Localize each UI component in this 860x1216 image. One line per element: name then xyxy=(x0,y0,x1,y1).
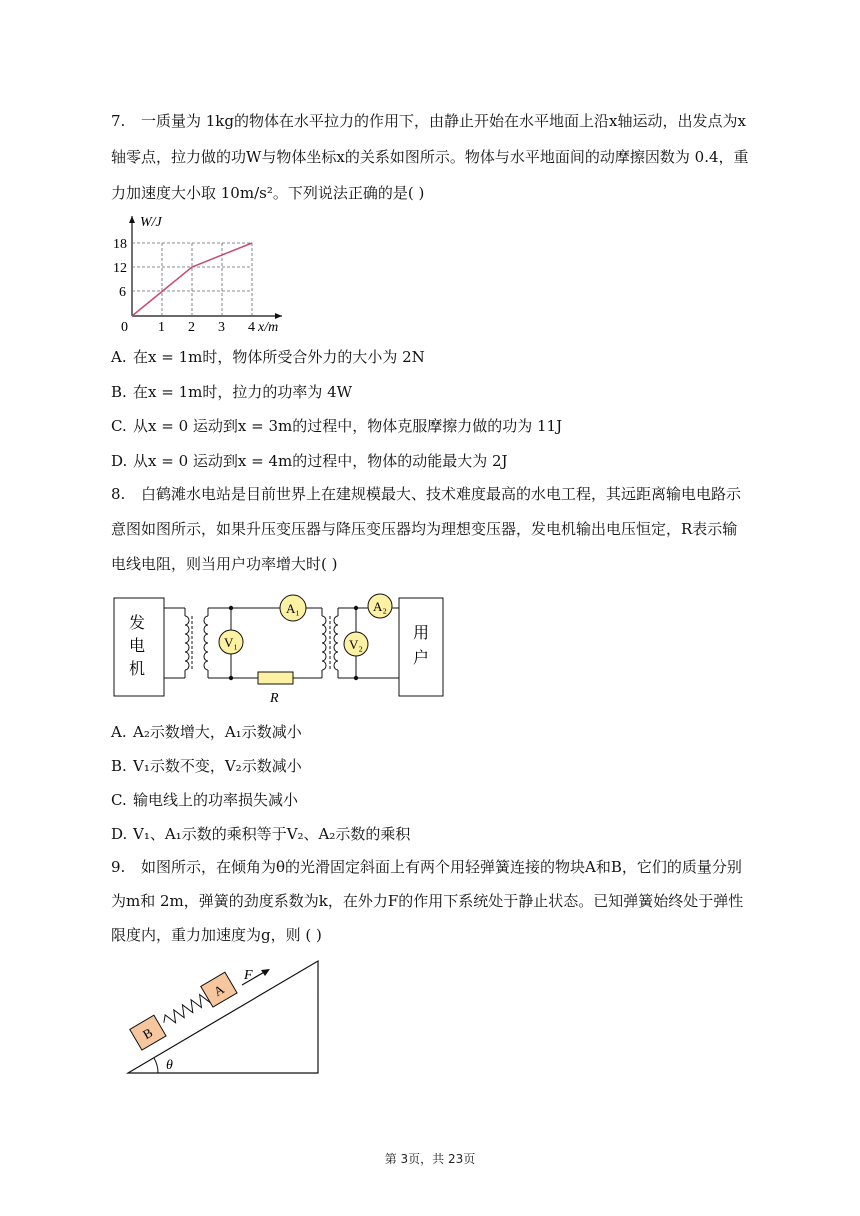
voltmeter-v1-label: V₁ xyxy=(224,635,238,650)
angle-label: θ xyxy=(166,1058,173,1073)
y-tick-label: 18 xyxy=(113,237,127,252)
y-axis-label: W/J xyxy=(140,215,162,230)
x-tick-label: 1 xyxy=(158,320,165,335)
question-9-line-2: 为m和 2m，弹簧的劲度系数为k，在外力F的作用下系统处于静止状态。已知弹簧始终处于弹性 xyxy=(111,892,744,910)
block-b-label: B xyxy=(140,1024,156,1043)
work-position-graph xyxy=(112,212,292,336)
page-footer: 第 3页，共 23页 xyxy=(384,1152,476,1166)
user-box xyxy=(399,598,443,696)
step-down-primary-coil xyxy=(322,616,326,670)
question-7-line-1: 7. 一质量为 1kg的物体在水平拉力的作用下，由静止开始在水平地面上沿x轴运动，出发点为x xyxy=(111,112,746,130)
x-tick-label: 3 xyxy=(218,320,225,335)
generator-label-char: 发 xyxy=(129,615,146,632)
option-d: D. V₁、A₁示数的乘积等于V₂、A₂示数的乘积 xyxy=(111,825,411,843)
generator-label-char: 电 xyxy=(129,638,146,655)
x-tick-label: 2 xyxy=(188,320,195,335)
question-7-line-2: 轴零点，拉力做的功W与物体坐标x的关系如图所示。物体与水平地面间的动摩擦因数为 0.4，重 xyxy=(111,148,749,166)
question-9-number: 9. xyxy=(111,858,126,876)
ammeter-a1-label: A₁ xyxy=(286,601,300,616)
angle-arc xyxy=(154,1058,158,1073)
y-axis-arrow xyxy=(129,216,135,223)
resistor-label: R xyxy=(270,691,279,706)
option-a: A. A₂示数增大，A₁示数减小 xyxy=(111,723,302,741)
question-8-line-3: 电线电阻，则当用户功率增大时( ) xyxy=(111,555,338,573)
question-8-line-1: 8. 白鹤滩水电站是目前世界上在建规模最大、技术难度最高的水电工程，其远距离输电电路示 xyxy=(111,485,742,503)
option-d: D. 从x = 0 运动到x = 4m的过程中，物体的动能最大为 2J xyxy=(111,452,508,470)
x-axis-arrow xyxy=(275,313,282,319)
question-8-line-2: 意图如图所示，如果升压变压器与降压变压器均为理想变压器，发电机输出电压恒定，R表示输 xyxy=(111,520,738,538)
user-label-char: 户 xyxy=(413,650,430,667)
option-b: B. V₁示数不变，V₂示数减小 xyxy=(111,757,302,775)
step-up-primary-coil xyxy=(185,616,189,670)
user-label-char: 用 xyxy=(413,625,430,642)
step-down-secondary-coil xyxy=(334,616,338,670)
generator-label-char: 机 xyxy=(129,661,146,678)
incline-diagram xyxy=(124,955,324,1080)
grid-lines xyxy=(132,243,252,316)
resistor-r xyxy=(258,672,293,684)
option-c: C. 输电线上的功率损失减小 xyxy=(111,791,299,809)
x-axis-label: x/m xyxy=(258,320,279,335)
option-a: A. 在x = 1m时，物体所受合外力的大小为 2N xyxy=(111,348,425,366)
ammeter-a2-label: A₂ xyxy=(373,599,387,614)
force-label: F xyxy=(244,968,253,983)
option-c: C. 从x = 0 运动到x = 3m的过程中，物体克服摩擦力做的功为 11J xyxy=(111,417,563,435)
question-7-number: 7. xyxy=(111,112,126,130)
step-up-secondary-coil xyxy=(204,616,208,670)
y-tick-label: 12 xyxy=(113,261,127,276)
question-9-line-1: 9. 如图所示，在倾角为θ的光滑固定斜面上有两个用轻弹簧连接的物块A和B，它们的质量分别 xyxy=(111,858,742,876)
question-8-number: 8. xyxy=(111,485,126,503)
transmission-circuit-diagram xyxy=(112,590,448,708)
voltmeter-v2-label: V₂ xyxy=(349,637,363,652)
y-tick-label: 6 xyxy=(119,285,126,300)
x-tick-label: 4 xyxy=(248,320,255,335)
block-a-label: A xyxy=(211,981,227,1000)
question-9-line-3: 限度内，重力加速度为g，则 ( ) xyxy=(111,926,322,944)
question-7-line-3: 力加速度大小取 10m/s²。下列说法正确的是( ) xyxy=(111,184,425,202)
option-b: B. 在x = 1m时，拉力的功率为 4W xyxy=(111,383,353,401)
origin-label: 0 xyxy=(121,320,128,335)
